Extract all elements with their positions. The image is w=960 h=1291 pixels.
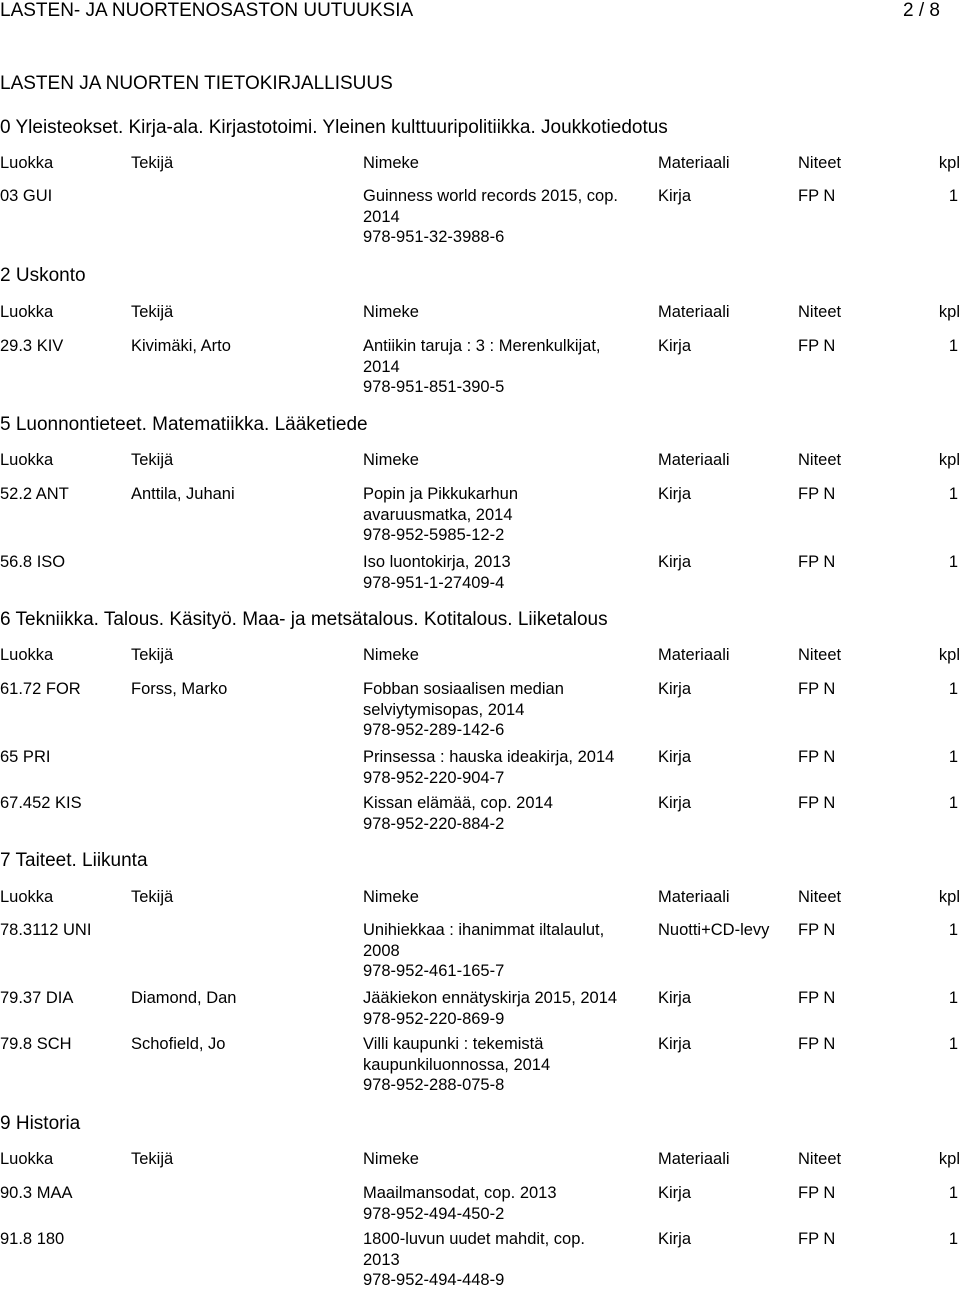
cell-luokka: 90.3 MAA [0,1184,73,1202]
nimeke-line: 2014 [363,207,400,226]
nimeke-line: Fobban sosiaalisen median [363,680,564,698]
column-header-luokka: Luokka [0,154,54,172]
cell-nimeke [363,793,553,834]
column-header-nimeke: Nimeke [363,888,419,906]
cell-tekija: Diamond, Dan [131,989,237,1007]
cell-niteet: FP N [798,187,836,205]
column-header-tekija: Tekijä [131,1150,174,1168]
column-header-luokka: Luokka [0,451,54,469]
cell-kpl: 1 [948,989,958,1007]
column-header-nimeke: Nimeke [363,154,419,172]
cell-luokka: 61.72 FOR [0,680,81,698]
nimeke-line: 978-951-851-390-5 [363,378,505,396]
nimeke-line: Kissan elämää, cop. 2014 [363,794,553,812]
nimeke-line: Popin ja Pikkukarhun [363,485,519,503]
cell-materiaali: Kirja [658,989,692,1007]
nimeke-line: 2014 [363,357,400,376]
cell-nimeke [363,1229,585,1291]
cell-luokka: 56.8 ISO [0,553,66,571]
cell-niteet: FP N [798,921,836,939]
cell-kpl: 1 [948,748,958,766]
cell-tekija: Anttila, Juhani [131,485,235,503]
nimeke-line: Maailmansodat, cop. 2013 [363,1184,557,1202]
column-header-nimeke: Nimeke [363,303,419,321]
cell-tekija: Forss, Marko [131,680,228,698]
column-header-kpl: kpl [938,303,960,321]
cell-niteet: FP N [798,485,836,503]
cell-luokka: 29.3 KIV [0,337,64,355]
cell-tekija: Schofield, Jo [131,1035,226,1053]
page-header [0,0,960,24]
nimeke-line: 978-952-220-904-7 [363,768,505,787]
section-title: 2 Uskonto [0,265,86,286]
section-title: 9 Historia [0,1113,81,1134]
cell-nimeke [363,679,564,741]
cell-materiaali: Kirja [658,794,692,812]
nimeke-line: Unihiekkaa : ihanimmat iltalaulut, [363,921,605,939]
column-header-kpl: kpl [938,1150,960,1168]
nimeke-line: 978-952-289-142-6 [363,721,505,739]
cell-kpl: 1 [948,187,958,205]
cell-nimeke [363,988,617,1029]
column-header-materiaali: Materiaali [658,646,730,664]
cell-tekija: Kivimäki, Arto [131,337,231,355]
cell-luokka: 65 PRI [0,748,51,766]
cell-nimeke [363,186,618,248]
cell-nimeke [363,552,511,593]
column-header-tekija: Tekijä [131,646,174,664]
column-header-kpl: kpl [938,451,960,469]
cell-niteet: FP N [798,337,836,355]
column-header-materiaali: Materiaali [658,451,730,469]
nimeke-line: 978-952-5985-12-2 [363,526,505,544]
section-title: 0 Yleisteokset. Kirja-ala. Kirjastotoimi. Yleinen kulttuuripolitiikka. Joukkotiedotus [0,117,668,138]
nimeke-line: 2013 [363,1250,400,1269]
cell-niteet: FP N [798,1035,836,1053]
cell-nimeke [363,747,614,788]
cell-materiaali: Kirja [658,680,692,698]
section-title: 7 Taiteet. Liikunta [0,850,148,871]
nimeke-line: 978-952-494-448-9 [363,1271,505,1289]
cell-niteet: FP N [798,794,836,812]
cell-nimeke [363,1034,550,1096]
nimeke-line: 978-951-1-27409-4 [363,573,505,592]
nimeke-line: 978-952-288-075-8 [363,1076,505,1094]
column-header-tekija: Tekijä [131,888,174,906]
nimeke-line: Prinsessa : hauska ideakirja, 2014 [363,748,615,766]
cell-kpl: 1 [948,553,958,571]
cell-materiaali: Kirja [658,187,692,205]
cell-luokka: 79.8 SCH [0,1035,72,1053]
nimeke-line: 978-952-220-884-2 [363,814,505,833]
cell-luokka: 78.3112 UNI [0,921,92,939]
nimeke-line: 978-951-32-3988-6 [363,228,505,246]
column-header-tekija: Tekijä [131,303,174,321]
column-header-materiaali: Materiaali [658,303,730,321]
column-header-luokka: Luokka [0,888,54,906]
cell-luokka: 91.8 180 [0,1230,65,1248]
cell-niteet: FP N [798,1184,836,1202]
cell-materiaali: Kirja [658,748,692,766]
nimeke-line: 1800-luvun uudet mahdit, cop. [363,1230,585,1248]
column-header-kpl: kpl [938,646,960,664]
cell-kpl: 1 [948,921,958,939]
nimeke-line: 978-952-461-165-7 [363,962,505,980]
column-header-luokka: Luokka [0,303,54,321]
cell-materiaali: Kirja [658,553,692,571]
cell-luokka: 67.452 KIS [0,794,82,812]
nimeke-line: Villi kaupunki : tekemistä [363,1035,544,1053]
column-header-nimeke: Nimeke [363,646,419,664]
column-header-kpl: kpl [938,888,960,906]
section-title: 6 Tekniikka. Talous. Käsityö. Maa- ja metsätalous. Kotitalous. Liiketalous [0,609,608,630]
cell-niteet: FP N [798,989,836,1007]
column-header-niteet: Niteet [798,1150,842,1168]
nimeke-line: 978-952-220-869-9 [363,1009,505,1028]
cell-materiaali: Kirja [658,1035,692,1053]
column-header-niteet: Niteet [798,451,842,469]
column-header-niteet: Niteet [798,303,842,321]
cell-kpl: 1 [948,794,958,812]
cell-kpl: 1 [948,1035,958,1053]
column-header-nimeke: Nimeke [363,451,419,469]
cell-luokka: 79.37 DIA [0,989,74,1007]
column-header-materiaali: Materiaali [658,1150,730,1168]
cell-niteet: FP N [798,680,836,698]
document-title: LASTEN- JA NUORTENOSASTON UUTUUKSIA [0,0,414,21]
cell-kpl: 1 [948,1230,958,1248]
column-header-niteet: Niteet [798,888,842,906]
column-header-niteet: Niteet [798,646,842,664]
cell-luokka: 52.2 ANT [0,485,69,503]
column-header-nimeke: Nimeke [363,1150,419,1168]
cell-nimeke [363,920,604,982]
main-heading: LASTEN JA NUORTEN TIETOKIRJALLISUUS [0,73,393,94]
cell-kpl: 1 [948,485,958,503]
column-header-materiaali: Materiaali [658,154,730,172]
column-header-materiaali: Materiaali [658,888,730,906]
nimeke-line: 978-952-494-450-2 [363,1204,505,1223]
cell-nimeke [363,484,518,546]
nimeke-line: Guinness world records 2015, cop. [363,187,618,205]
section-title: 5 Luonnontieteet. Matematiikka. Lääketiede [0,414,368,435]
nimeke-line: selviytymisopas, 2014 [363,700,525,719]
nimeke-line: kaupunkiluonnossa, 2014 [363,1055,551,1074]
nimeke-line: Antiikin taruja : 3 : Merenkulkijat, [363,337,601,355]
cell-kpl: 1 [948,680,958,698]
column-header-kpl: kpl [938,154,960,172]
page-number: 2 / 8 [903,0,940,21]
cell-niteet: FP N [798,748,836,766]
cell-materiaali: Nuotti+CD-levy [658,921,770,939]
nimeke-line: Iso luontokirja, 2013 [363,553,511,571]
nimeke-line: Jääkiekon ennätyskirja 2015, 2014 [363,989,618,1007]
cell-nimeke [363,1183,557,1224]
column-header-tekija: Tekijä [131,154,174,172]
cell-kpl: 1 [948,337,958,355]
cell-kpl: 1 [948,1184,958,1202]
cell-niteet: FP N [798,1230,836,1248]
column-header-luokka: Luokka [0,646,54,664]
column-header-tekija: Tekijä [131,451,174,469]
nimeke-line: 2008 [363,941,400,960]
cell-materiaali: Kirja [658,337,692,355]
cell-luokka: 03 GUI [0,187,53,205]
cell-nimeke [363,336,601,398]
cell-materiaali: Kirja [658,1184,692,1202]
nimeke-line: avaruusmatka, 2014 [363,505,513,524]
cell-materiaali: Kirja [658,1230,692,1248]
column-header-niteet: Niteet [798,154,842,172]
cell-materiaali: Kirja [658,485,692,503]
cell-niteet: FP N [798,553,836,571]
column-header-luokka: Luokka [0,1150,54,1168]
